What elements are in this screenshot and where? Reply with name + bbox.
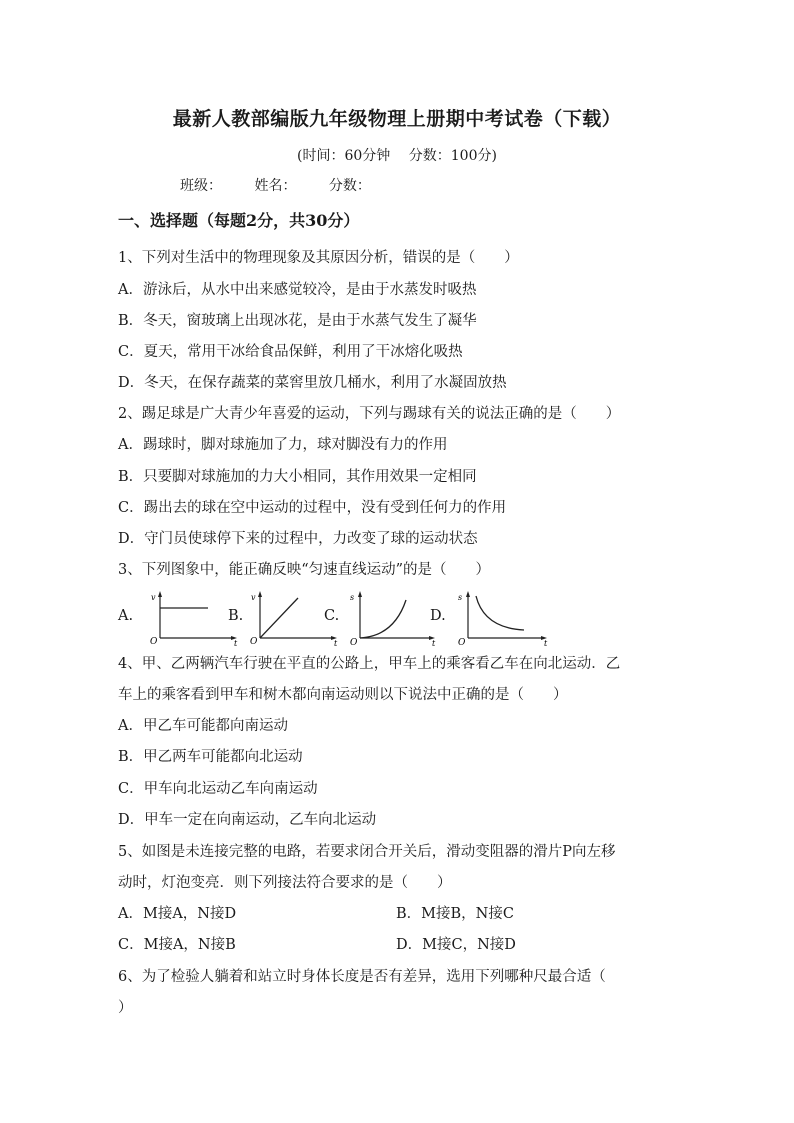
q3d-x-label: t	[544, 639, 548, 646]
q4-option-c: C．甲车向北运动乙车向南运动	[118, 781, 318, 797]
q3c-x-label: t	[432, 639, 436, 646]
q2-option-a: A．踢球时，脚对球施加了力，球对脚没有力的作用	[118, 437, 448, 453]
q5-option-b: B．M接B，N接C	[396, 906, 514, 922]
q2-stem: 2、踢足球是广大青少年喜爱的运动，下列与踢球有关的说法正确的是（ ）	[118, 406, 621, 422]
q1-stem: 1、下列对生活中的物理现象及其原因分析，错误的是（ ）	[118, 250, 519, 266]
q2-option-c: C．踢出去的球在空中运动的过程中，没有受到任何力的作用	[118, 500, 507, 516]
q3d-y-label: s	[458, 593, 463, 602]
q5-option-d: D．M接C，N接D	[396, 937, 516, 953]
q3-option-c-label: C.	[324, 608, 340, 624]
q3-stem: 3、下列图象中，能正确反映“匀速直线运动”的是（ ）	[118, 562, 491, 578]
q3-option-d-label: D.	[430, 608, 446, 624]
q3b-origin: O	[250, 637, 258, 646]
q4-stem-line2: 车上的乘客看到甲车和树木都向南运动则以下说法中正确的是（ ）	[118, 687, 568, 703]
exam-title: 最新人教部编版九年级物理上册期中考试卷（下载）	[172, 108, 622, 130]
q6-stem-line2: ）	[118, 1000, 133, 1016]
q3-option-a-label: A.	[118, 608, 134, 624]
q3-option-b-label: B.	[228, 608, 244, 624]
graph-s-t-curve-down	[454, 588, 554, 646]
q1-option-a: A．游泳后，从水中出来感觉较冷，是由于水蒸发时吸热	[118, 282, 477, 298]
q5-option-a: A．M接A，N接D	[118, 906, 237, 922]
student-info	[180, 175, 399, 195]
q2-option-d: D．守门员使球停下来的过程中，力改变了球的运动状态	[118, 531, 478, 547]
q3d-origin: O	[458, 638, 466, 646]
section-title: 一、选择题（每题2分，共30分）	[118, 211, 360, 230]
score-label: 分数：	[328, 178, 371, 194]
q3-graph-options	[118, 588, 578, 648]
q6-stem-line1: 6、为了检验人躺着和站立时身体长度是否有差异，选用下列哪种尺最合适（	[118, 969, 606, 985]
q3b-x-label: t	[334, 639, 338, 646]
q1-option-c: C．夏天，常用干冰给食品保鲜，利用了干冰熔化吸热	[118, 344, 463, 360]
name-label: 姓名：	[254, 178, 297, 194]
q1-option-b: B．冬天，窗玻璃上出现冰花，是由于水蒸气发生了凝华	[118, 313, 477, 329]
q3a-x-label: t	[234, 639, 238, 646]
q4-stem-line1: 4、甲、乙两辆汽车行驶在平直的公路上，甲车上的乘客看乙车在向北运动．乙	[118, 656, 621, 672]
q2-option-b: B．只要脚对球施加的力大小相同，其作用效果一定相同	[118, 469, 477, 485]
graph-s-t-curve-up	[346, 588, 441, 646]
q5-option-c: C．M接A，N接B	[118, 937, 236, 953]
q3a-origin: O	[150, 637, 158, 646]
exam-subtitle: (时间：60分钟 分数：100分)	[297, 148, 497, 164]
q3c-origin: O	[350, 638, 358, 646]
q5-stem-line2: 动时，灯泡变亮．则下列接法符合要求的是（ ）	[118, 875, 452, 891]
q5-stem-line1: 5、如图是未连接完整的电路，若要求闭合开关后，滑动变阻器的滑片P向左移	[118, 844, 616, 860]
q1-option-d: D．冬天，在保存蔬菜的菜窖里放几桶水，利用了水凝固放热	[118, 375, 507, 391]
q4-option-a: A．甲乙车可能都向南运动	[118, 718, 288, 734]
q3a-y-label: v	[151, 593, 156, 602]
class-label: 班级：	[180, 178, 222, 194]
q4-option-d: D．甲车一定在向南运动，乙车向北运动	[118, 812, 377, 828]
q3c-y-label: s	[350, 593, 355, 602]
q4-option-b: B．甲乙两车可能都向北运动	[118, 749, 303, 765]
q3b-y-label: v	[251, 593, 256, 602]
